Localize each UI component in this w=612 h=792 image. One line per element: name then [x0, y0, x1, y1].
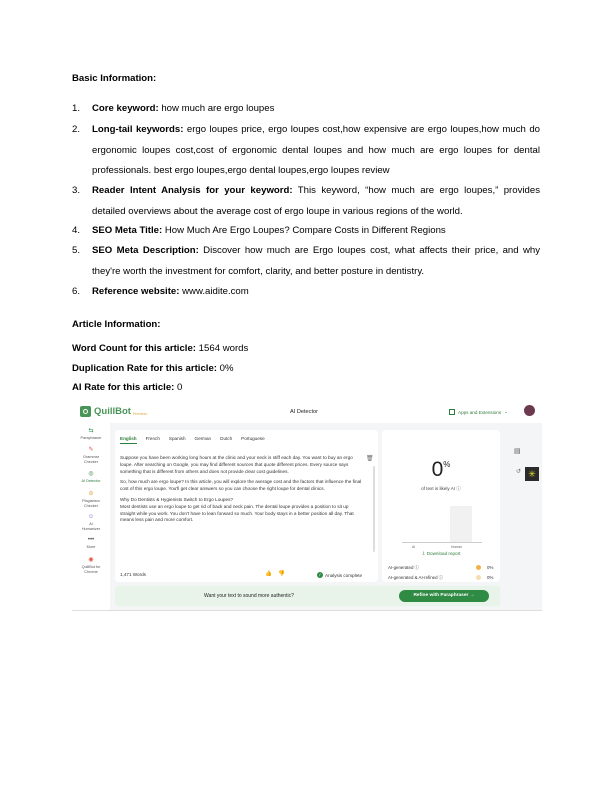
download-report-button[interactable]: ⇩ Download report — [421, 551, 461, 556]
humanizer-icon: ☺ — [87, 514, 95, 520]
sidebar — [72, 423, 110, 610]
analysis-status: ✓ Analysis complete — [318, 572, 363, 578]
sidebar-item-humanizer[interactable]: ☺ AI Humanizer — [72, 514, 110, 531]
extension-icon[interactable]: ✳ — [525, 467, 539, 481]
refine-with-paraphraser-button[interactable]: Refine with Paraphraser → — [399, 590, 489, 602]
chrome-icon: ◉ — [88, 557, 94, 563]
feedback-buttons — [265, 571, 285, 577]
ai-rate-line: AI Rate for this article: 0 — [72, 382, 183, 393]
upsell-bar — [115, 586, 500, 606]
tab-portuguese[interactable]: Portuguese — [241, 436, 265, 441]
sidebar-item-paraphraser[interactable]: ⇆ Paraphraser — [72, 428, 110, 441]
ai-generated-dot — [476, 565, 481, 570]
sidebar-item-ai-detector[interactable]: ◎ AI Detector — [72, 471, 110, 484]
text-editor-panel — [115, 430, 378, 582]
human-bar — [450, 506, 472, 542]
list-item-long-tail: 2. Long-tail keywords: ergo loupes price, ergo loupes cost,how expensive are ergo loupes,how much do ergonomic loupes cost,cost of ergonomic dental loupes and how much are ergo loupes for dental professionals. best ergo loupes,ergo dental loupes,ergo loupes review — [72, 124, 540, 176]
more-icon: ••• — [87, 537, 95, 543]
list-item-intent: 3. Reader Intent Analysis for your keyword: This keyword, “how much are ergo loupes,” provides detailed overviews about the average cost of ergo loupe in various regions of the world. — [72, 185, 540, 217]
article-info-heading: Article Information: — [72, 319, 161, 330]
ai-refined-dot — [476, 575, 481, 580]
sidebar-item-plagiarism[interactable]: ⊜ Plagiarism Checker — [72, 491, 110, 508]
bar-label-human: Human — [451, 545, 462, 549]
tab-spanish[interactable]: Spanish — [168, 436, 186, 441]
apps-icon — [449, 409, 455, 415]
list-item-meta-title: 4. SEO Meta Title: How Much Are Ergo Loupes? Compare Costs in Different Regions — [72, 225, 446, 236]
grammar-icon: ✎ — [88, 447, 94, 453]
sidebar-item-grammar[interactable]: ✎ Grammar Checker — [72, 447, 110, 464]
download-icon: ⇩ — [421, 551, 427, 556]
history-icon[interactable]: ↺ — [516, 469, 522, 475]
thumbs-up-icon[interactable]: 👍 — [265, 571, 272, 577]
apps-extensions-button[interactable]: Apps and Extensions ⌄ — [449, 409, 508, 415]
sidebar-item-more[interactable]: ••• More — [72, 537, 110, 550]
tab-french[interactable]: French — [145, 436, 160, 441]
sidebar-item-chrome[interactable]: ◉ QuillBot for Chrome — [72, 557, 110, 574]
word-count: 1,471 Words — [120, 572, 146, 577]
list-item-core-keyword: 1. Core keyword: how much are ergo loupes — [72, 103, 275, 114]
tab-english[interactable]: English — [120, 436, 137, 444]
score-caption: of text is likely AI ⓘ — [421, 486, 461, 491]
thumbs-down-icon[interactable]: 👎 — [277, 571, 285, 577]
page-title: AI Detector — [290, 409, 318, 415]
upsell-text: Want your text to sound more authentic? — [204, 593, 294, 599]
tab-german[interactable]: German — [194, 436, 212, 441]
duplication-line: Duplication Rate for this article: 0% — [72, 363, 234, 374]
chevron-down-icon: ⌄ — [504, 409, 509, 414]
word-count-line: Word Count for this article: 1564 words — [72, 343, 249, 354]
plagiarism-icon: ⊜ — [88, 491, 94, 497]
scrollbar[interactable] — [373, 466, 375, 552]
input-text-area[interactable]: Suppose you have been working long hours at the clinic and your neck is stiff each day. You want to buy an ergo loupe. After searching on Google, you may find different sources that quote different prices. Every source says something that is different from others and does not provide clear cost guidelines. So, how much are ergo loupe? In this article, you will explore the average cost and the factors that influence the final cost of this ergo loupe. You'll get clear answers so you can choose the right loupe for dental clinics. Why Do Dentists & Hygienists Switch to Ergo Loupes? Most dentists use an ergo loupe to get rid of back and neck pain. The dental loupe provides a position to sit up straight while you work. You don't have to lean forward so much. Your body stays in a better position all day. That means less pain and more comfort. — [120, 455, 362, 523]
comment-icon[interactable]: ▤ — [514, 448, 521, 455]
list-item-reference: 6. Reference website: www.aidite.com — [72, 286, 249, 297]
check-icon: ✓ — [318, 572, 322, 577]
quillbot-logo-icon — [80, 406, 91, 417]
tab-dutch[interactable]: Dutch — [220, 436, 233, 441]
top-bar — [72, 401, 542, 423]
paraphraser-icon: ⇆ — [88, 428, 94, 434]
ai-detector-icon: ◎ — [88, 471, 94, 477]
ai-score: 0% — [431, 458, 451, 481]
result-row-ai-refined: AI-generated & AI-refined ⓘ 0% — [388, 575, 494, 580]
basic-info-heading: Basic Information: — [72, 73, 157, 84]
result-panel — [382, 430, 500, 582]
bar-label-ai: AI — [412, 545, 416, 549]
score-bar-chart — [402, 502, 482, 543]
language-tabs — [120, 436, 265, 444]
trash-icon[interactable]: 🗑 — [366, 456, 374, 462]
avatar[interactable] — [524, 405, 535, 416]
result-row-ai-generated: AI-generated ⓘ 0% — [388, 565, 494, 570]
list-item-meta-description: 5. SEO Meta Description: Discover how much are Ergo loupes cost, what affects their price, and why they're worth the investment for comfort, clarity, and better posture in dentistry. — [72, 245, 541, 277]
quillbot-screenshot — [72, 401, 542, 611]
quillbot-logo[interactable]: QuillBot Premium — [80, 406, 147, 417]
